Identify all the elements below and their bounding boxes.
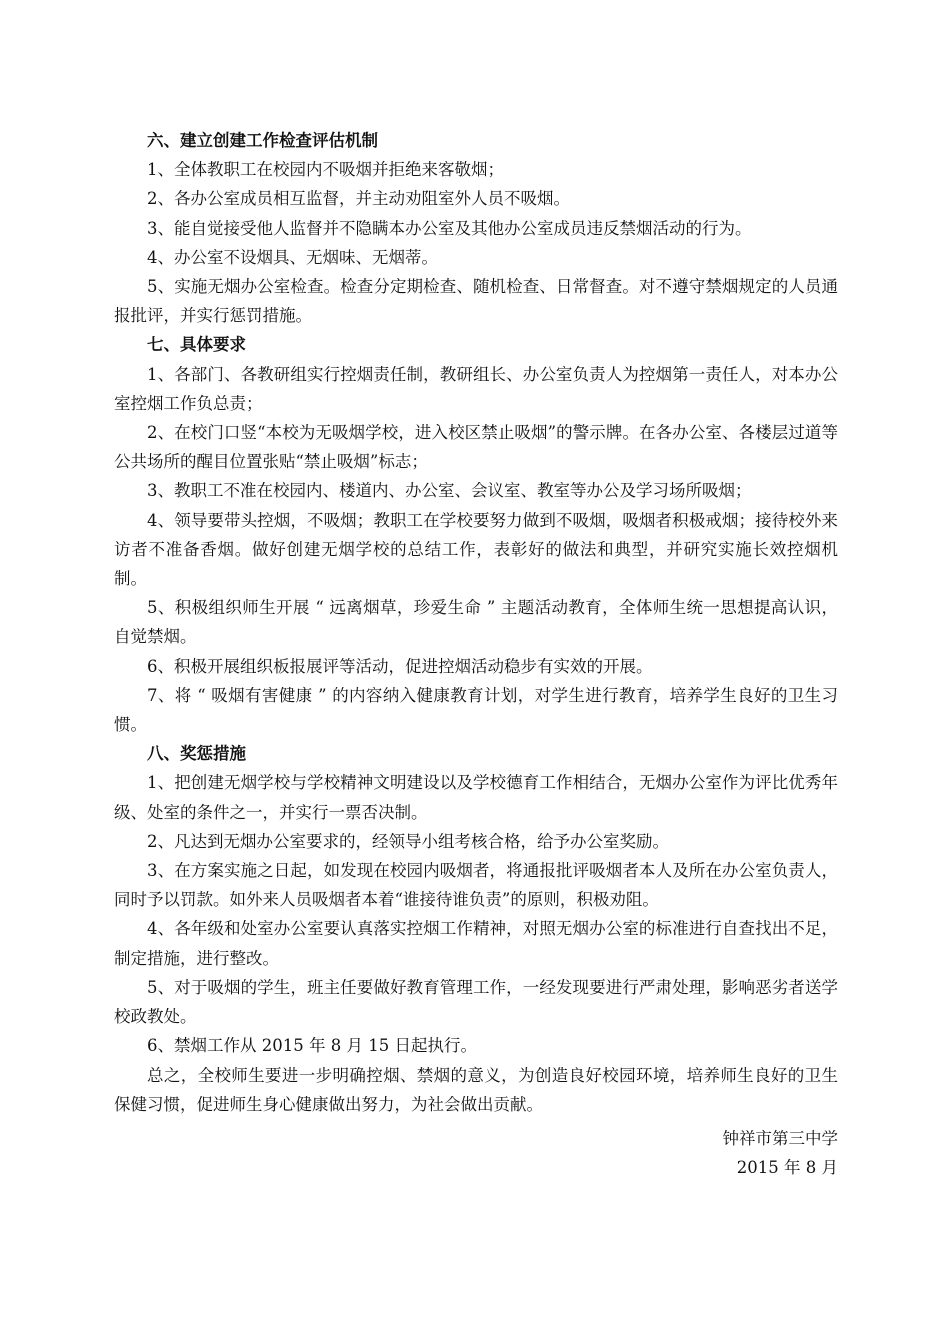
conclusion-paragraph: 总之，全校师生要进一步明确控烟、禁烟的意义，为创造良好校园环境，培养师生良好的卫生保健习惯，促进师生身心健康做出努力，为社会做出贡献。 — [114, 1065, 838, 1114]
section-6 — [114, 126, 838, 330]
paragraph: 1、把创建无烟学校与学校精神文明建设以及学校德育工作相结合，无烟办公室作为评比优秀年级、处室的条件之一，并实行一票否决制。 — [114, 773, 838, 822]
section-7 — [114, 330, 838, 739]
paragraph: 2、各办公室成员相互监督，并主动劝阻室外人员不吸烟。 — [147, 189, 570, 209]
paragraph: 3、教职工不准在校园内、楼道内、办公室、会议室、教室等办公及学习场所吸烟； — [147, 481, 752, 501]
document-body — [114, 126, 838, 1119]
signature-organization: 钟祥市第三中学 — [722, 1129, 838, 1148]
paragraph: 4、领导要带头控烟，不吸烟；教职工在学校要努力做到不吸烟，吸烟者积极戒烟；接待校外来访者不准备香烟。做好创建无烟学校的总结工作，表彰好的做法和典型，并研究实施长效控烟机制。 — [114, 510, 838, 589]
paragraph: 3、能自觉接受他人监督并不隐瞒本办公室及其他办公室成员违反禁烟活动的行为。 — [147, 218, 752, 238]
paragraph: 1、全体教职工在校园内不吸烟并拒绝来客敬烟； — [147, 160, 504, 180]
section-heading: 七、具体要求 — [147, 335, 246, 355]
paragraph: 6、积极开展组织板报展评等活动，促进控烟活动稳步有实效的开展。 — [147, 656, 653, 676]
section-heading: 六、建立创建工作检查评估机制 — [147, 131, 378, 150]
paragraph: 6、禁烟工作从 2015 年 8 月 15 日起执行。 — [147, 1036, 477, 1056]
paragraph: 1、各部门、各教研组实行控烟责任制，教研组长、办公室负责人为控烟第一责任人，对本办公室控烟工作负总责； — [114, 364, 838, 413]
paragraph: 5、积极组织师生开展 “ 远离烟草，珍爱生命 ” 主题活动教育，全体师生统一思想提高认识，自觉禁烟。 — [114, 598, 838, 647]
paragraph: 7、将 “ 吸烟有害健康 ” 的内容纳入健康教育计划，对学生进行教育，培养学生良好的卫生习惯。 — [114, 685, 838, 735]
paragraph: 4、办公室不设烟具、无烟味、无烟蒂。 — [147, 247, 438, 267]
paragraph: 5、对于吸烟的学生，班主任要做好教育管理工作，一经发现要进行严肃处理，影响恶劣者送学校政教处。 — [114, 977, 838, 1027]
section-heading: 八、奖惩措施 — [147, 744, 246, 764]
section-8 — [114, 739, 838, 1119]
signature-block — [723, 1124, 839, 1182]
paragraph: 3、在方案实施之日起，如发现在校园内吸烟者，将通报批评吸烟者本人及所在办公室负责人，同时予以罚款。如外来人员吸烟者本着“谁接待谁负责”的原则，积极劝阻。 — [114, 861, 838, 910]
paragraph: 2、凡达到无烟办公室要求的，经领导小组考核合格，给予办公室奖励。 — [147, 831, 669, 851]
paragraph: 5、实施无烟办公室检查。检查分定期检查、随机检查、日常督查。对不遵守禁烟规定的人员通报批评，并实行惩罚措施。 — [114, 277, 838, 326]
paragraph: 4、各年级和处室办公室要认真落实控烟工作精神，对照无烟办公室的标准进行自查找出不足，制定措施，进行整改。 — [114, 919, 838, 968]
paragraph: 2、在校门口竖“本校为无吸烟学校，进入校区禁止吸烟”的警示牌。在各办公室、各楼层过道等公共场所的醒目位置张贴“禁止吸烟”标志； — [114, 423, 838, 472]
signature-date: 2015 年 8 月 — [736, 1158, 838, 1178]
